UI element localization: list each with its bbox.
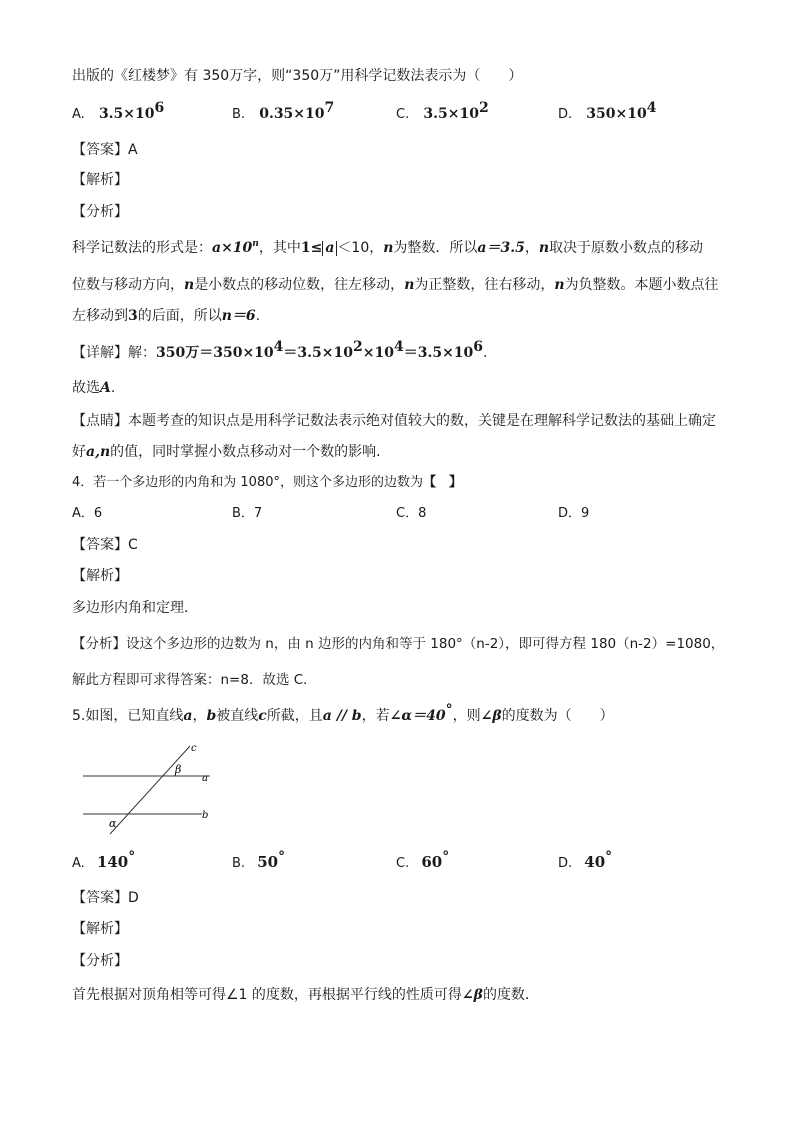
formula: a×10 [212,240,253,256]
q5-option-a[interactable] [72,849,136,874]
option-letter: C. [396,856,410,871]
q5-option-d[interactable] [558,849,613,874]
q3-option-c[interactable] [396,100,489,125]
var-n: n [184,277,195,293]
text: ， [192,708,207,724]
var-n: n [404,277,415,293]
formula: ＝3.5×10 [403,345,474,361]
option-letter: D. [558,856,573,871]
label-a: a [202,773,208,784]
option-letter: A. [72,107,85,122]
text: . [255,308,261,324]
text: 科学记数法的形式是： [72,240,212,256]
q3-option-b[interactable] [232,100,335,125]
q5-answer [72,888,139,908]
answer-letter: A [100,380,111,396]
option-value: 3.5×10 [98,106,155,122]
option-exponent: 2 [478,100,489,116]
text: . [110,380,116,396]
option-exponent: 7 [324,100,335,116]
var-n: n [538,240,550,256]
formula: a＝3.5 [477,240,525,256]
dianjing-tag: 【点睛】 [72,413,128,429]
q4-fenxi-line1 [72,634,724,654]
q4-answer [72,535,138,555]
q5-option-c[interactable] [396,849,450,874]
text: 为负整数。本题小数点往 [564,277,719,293]
answer-value: A [128,142,138,158]
text: 解： [128,345,156,361]
q4-fenxi-line2: 解此方程即可求得答案：n=8．故选 C． [72,672,317,688]
xiangjie-tag: 【详解】 [72,345,128,361]
answer-tag: 【答案】 [72,142,128,158]
q3-dianjing-line2 [72,442,390,462]
formula: n＝6 [221,308,256,324]
q4-option-c[interactable]: C．8 [396,506,427,521]
text: 4．若一个多边形的内角和为 1080°，则这个多边形的边数为 [72,475,423,490]
text: ， [524,240,539,256]
answer-tag: 【答案】 [72,537,128,553]
formula: ∠α＝40 [389,708,446,724]
option-value: 0.35×10 [259,106,325,122]
option-value: 350×10 [586,106,647,122]
q5-stem [72,702,614,726]
text: 首先根据对顶角相等可得∠1 的度数，再根据平行线的性质可得 [72,987,462,1003]
formula: 350万＝350×10 [156,345,274,361]
q3-answer [72,140,138,160]
formula-exponent: 6 [473,339,484,355]
degree: ° [605,849,613,865]
degree: ° [278,849,286,865]
option-letter: C. [396,107,410,122]
q3-stem: 出版的《红楼梦》有 350万字，则“350万”用科学记数法表示为（ ） [72,68,523,84]
q4-option-b[interactable]: B．7 [232,506,263,521]
answer-value: D [128,890,139,906]
text: 的度数． [482,987,539,1003]
var-n: n [383,240,394,256]
text: 故选 [72,380,100,396]
label-b: b [202,810,209,821]
text: . [483,345,488,361]
q3-xiangjie [72,339,488,363]
text: 为整数．所以 [393,240,478,256]
q3-option-a[interactable] [72,100,165,125]
q4-option-d[interactable]: D．9 [558,506,590,521]
text: 为正整数，往右移动， [414,277,555,293]
formula-exponent: 4 [393,339,404,355]
formula-exponent: n [252,239,259,249]
text: 的后面，所以 [137,308,222,324]
q5-option-b[interactable] [232,849,286,874]
text: ，则 [452,708,481,724]
text: 左移动到 [72,308,128,324]
option-letter: B. [232,107,246,122]
label-beta: β [175,763,182,776]
answer-value: C [128,537,138,553]
text: 的值，同时掌握小数点移动对一个数的影响． [110,444,391,460]
number: 3 [128,308,138,324]
answer-tag: 【答案】 [72,890,128,906]
formula-exponent: 2 [353,339,363,355]
option-exponent: 6 [154,100,165,116]
fenxi-tag: 【分析】 [72,636,126,652]
text: 位数与移动方向， [72,277,184,293]
text: ，若 [361,708,390,724]
q3-guxuan [72,378,115,398]
text: 好 [72,444,86,460]
text: 本题考查的知识点是用科学记数法表示绝对值较大的数，关键是在理解科学记数法的基础上确定 [128,413,716,429]
q4-topic: 多边形内角和定理． [72,600,198,616]
q4-option-a[interactable]: A．6 [72,506,103,521]
q3-jiexi-tag: 【解析】 [72,172,128,188]
option-value: 140 [96,853,129,871]
q4-stem [72,473,462,493]
option-letter: D. [558,107,573,122]
text: 被直线 [216,708,259,724]
formula: ∠β [461,987,483,1003]
formula: 1≤ [300,240,323,256]
option-value: 3.5×10 [423,106,479,122]
option-value: 50 [257,853,279,871]
q5-jiexi-tag: 【解析】 [72,921,128,937]
q3-option-d[interactable] [558,100,657,125]
var-a: a [183,708,193,724]
text: 所截，且 [266,708,323,724]
option-value: 60 [421,853,443,871]
label-alpha: α [109,817,117,830]
degree: ° [128,849,136,865]
q3-fenxi-tag: 【分析】 [72,204,128,220]
blank-bracket: 【 】 [423,475,463,490]
formula: ∠β [480,708,502,724]
degree: ° [445,702,453,718]
degree: ° [442,849,450,865]
text: ＜10， [337,240,384,256]
abs-a: a [322,241,337,256]
q5-fenxi-text [72,985,539,1005]
option-letter: A. [72,856,85,871]
option-letter: B. [232,856,246,871]
text: 取决于原数小数点的移动 [549,240,704,256]
formula: ＝3.5×10 [283,345,353,361]
text: 5.如图，已知直线 [72,708,184,724]
var-c: c [258,708,267,724]
text: 的度数为（ ） [501,708,614,724]
q3-fenxi-line1 [72,238,703,258]
text: ，其中 [258,240,301,256]
q3-fenxi-line3 [72,306,260,326]
q4-jiexi-tag: 【解析】 [72,568,128,584]
text: 设这个多边形的边数为 n，由 n 边形的内角和等于 180°（n-2），即可得方程 180（n-2）=1080， [126,636,725,652]
label-c: c [191,743,197,754]
parallel-lines-figure [80,742,220,837]
q3-fenxi-line2 [72,275,719,295]
line-c [110,746,190,834]
var-b: b [206,708,217,724]
formula: a // b [322,708,362,724]
option-exponent: 4 [646,100,657,116]
formula: a,n [86,444,111,460]
text: 是小数点的移动位数，往左移动， [194,277,405,293]
q5-fenxi-tag: 【分析】 [72,953,128,969]
var-n: n [554,277,565,293]
formula-exponent: 4 [273,339,284,355]
formula: ×10 [362,345,394,361]
option-value: 40 [584,853,606,871]
q3-dianjing-line1 [72,411,716,431]
